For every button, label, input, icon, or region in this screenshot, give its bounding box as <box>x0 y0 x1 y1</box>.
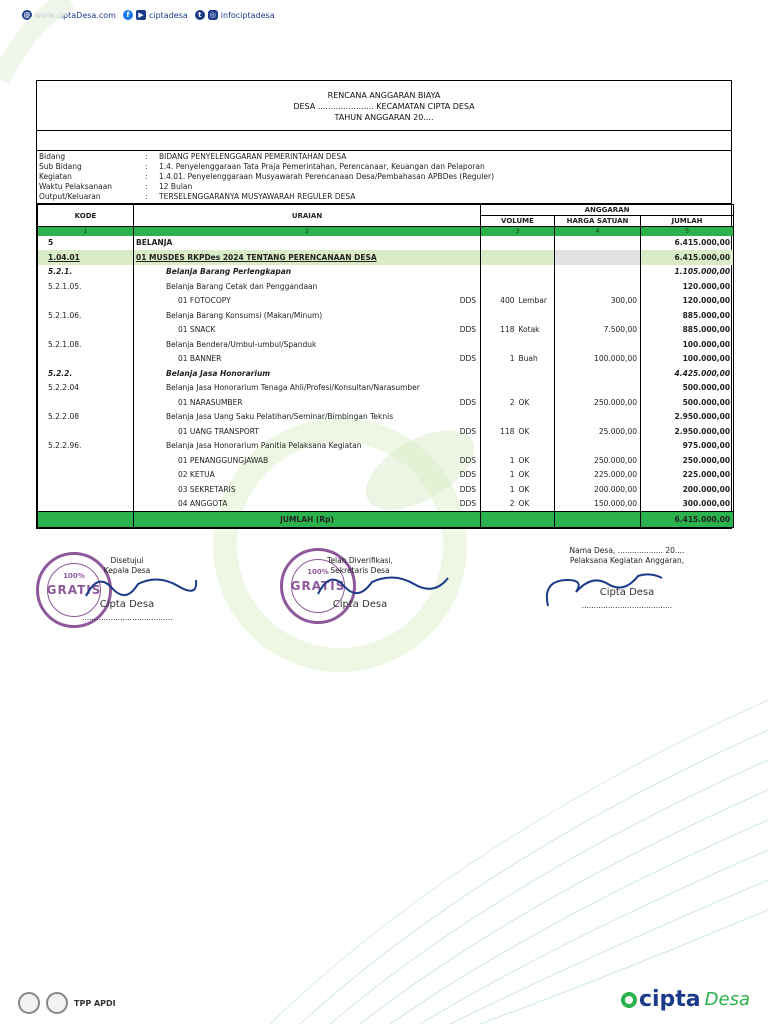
table-row <box>38 294 734 309</box>
cell-kode: 5.2.2. <box>38 366 134 381</box>
title-line-2: DESA ...................... KECAMATAN CIPTA DESA <box>293 102 475 111</box>
cell-satuan <box>517 279 555 294</box>
cell-kode <box>38 395 134 410</box>
col-number: 2 <box>134 227 481 236</box>
col-number: 4 <box>555 227 641 236</box>
info-row <box>39 182 729 192</box>
cell-satuan: OK <box>517 482 555 497</box>
cell-uraian: 01 SNACK <box>134 323 448 338</box>
cell-volume: 400 <box>481 294 517 309</box>
cell-sumber-dana <box>448 439 481 454</box>
table-row <box>38 395 734 410</box>
cell-kode <box>38 468 134 483</box>
instagram-handle[interactable]: infociptadesa <box>220 10 275 20</box>
cell-sumber-dana: DDS <box>448 395 481 410</box>
cell-jumlah: 250.000,00 <box>641 453 734 468</box>
cell-jumlah: 120.000,00 <box>641 294 734 309</box>
cell-uraian: Belanja Jasa Honorarium Tenaga Ahli/Profesi/Konsultan/Narasumber <box>134 381 448 396</box>
total-empty <box>555 511 641 527</box>
tpp-apdi-logo: TPP APDI <box>74 998 116 1008</box>
government-seal-icon <box>46 992 68 1014</box>
cell-satuan: OK <box>517 395 555 410</box>
cell-jumlah: 225.000,00 <box>641 468 734 483</box>
cell-kode <box>38 497 134 512</box>
cell-kode <box>38 482 134 497</box>
cell-jumlah: 100.000,00 <box>641 337 734 352</box>
cell-satuan: OK <box>517 453 555 468</box>
cell-harga-satuan: 250.000,00 <box>555 453 641 468</box>
cell-uraian: Belanja Jasa Uang Saku Pelatihan/Seminar/Bimbingan Teknis <box>134 410 448 425</box>
cell-volume <box>481 265 517 280</box>
cell-harga-satuan <box>555 236 641 251</box>
cell-kode: 5.2.2.08 <box>38 410 134 425</box>
cell-harga-satuan <box>555 337 641 352</box>
cell-sumber-dana <box>448 236 481 251</box>
col-number: 5 <box>641 227 734 236</box>
cell-sumber-dana <box>448 366 481 381</box>
info-key: Waktu Pelaksanaan <box>39 182 113 191</box>
info-value: TERSELENGGARANYA MUSYAWARAH REGULER DESA <box>159 192 356 201</box>
cell-volume: 1 <box>481 352 517 367</box>
cell-volume: 2 <box>481 395 517 410</box>
info-value: 1.4.01. Penyelenggaraan Musyawarah Perencanaan Desa/Pembahasan APBDes (Reguler) <box>159 172 495 181</box>
col-number: 3 <box>481 227 555 236</box>
cell-harga-satuan: 300,00 <box>555 294 641 309</box>
cell-jumlah: 2.950.000,00 <box>641 424 734 439</box>
cell-uraian: Belanja Bendera/Umbul-umbul/Spanduk <box>134 337 448 352</box>
page-footer <box>0 964 768 1024</box>
cell-uraian: Belanja Barang Konsumsi (Makan/Minum) <box>134 308 448 323</box>
cell-harga-satuan: 7.500,00 <box>555 323 641 338</box>
cell-satuan: OK <box>517 468 555 483</box>
spacer-row <box>37 131 731 151</box>
info-value: 1.4. Penyelenggaraan Tata Praja Pemerintahan, Perencanaar, Keuangan dan Pelaporan <box>159 162 485 171</box>
cell-harga-satuan <box>555 366 641 381</box>
cell-uraian: 02 KETUA <box>134 468 448 483</box>
sig-right-role: Pelaksana Kegiatan Anggaran, <box>569 556 685 565</box>
cell-kode: 5.2.2.04 <box>38 381 134 396</box>
cell-uraian: 01 BANNER <box>134 352 448 367</box>
cell-sumber-dana <box>448 337 481 352</box>
cell-jumlah: 6.415.000,00 <box>641 250 734 265</box>
cell-satuan: Kotak <box>517 323 555 338</box>
table-row <box>38 323 734 338</box>
info-colon: : <box>145 192 148 201</box>
sig-right-date: Nama Desa, ................... 20.... <box>569 546 685 555</box>
table-row <box>38 265 734 280</box>
cell-kode: 1.04.01 <box>38 250 134 265</box>
instagram-icon[interactable]: ◎ <box>209 11 216 19</box>
cell-sumber-dana: DDS <box>448 497 481 512</box>
cell-satuan <box>517 366 555 381</box>
info-key: Sub Bidang <box>39 162 82 171</box>
document-title <box>37 81 731 131</box>
info-row <box>39 152 729 162</box>
cell-sumber-dana <box>448 308 481 323</box>
table-row <box>38 410 734 425</box>
total-empty <box>481 511 555 527</box>
cell-sumber-dana <box>448 250 481 265</box>
activity-info <box>37 151 731 204</box>
cell-harga-satuan <box>555 250 641 265</box>
signature-scribble <box>78 570 198 604</box>
cell-harga-satuan: 150.000,00 <box>555 497 641 512</box>
sig-left-role-2: Kepala Desa <box>103 566 151 575</box>
info-row <box>39 172 729 182</box>
sig-mid-role-2: Sekretaris Desa <box>330 566 390 575</box>
cell-volume <box>481 308 517 323</box>
cell-harga-satuan <box>555 439 641 454</box>
cell-jumlah: 885.000,00 <box>641 323 734 338</box>
cell-uraian: 04 ANGGOTA <box>134 497 448 512</box>
cell-harga-satuan <box>555 279 641 294</box>
info-value: 12 Bulan <box>159 182 193 191</box>
table-row <box>38 308 734 323</box>
cell-volume: 2 <box>481 497 517 512</box>
signature-scribble <box>538 566 668 610</box>
cell-volume: 1 <box>481 468 517 483</box>
sig-left-dots: ...................................... <box>82 613 173 622</box>
sig-right-name: Cipta Desa <box>599 587 655 598</box>
cell-volume <box>481 279 517 294</box>
cell-harga-satuan: 225.000,00 <box>555 468 641 483</box>
table-row <box>38 250 734 265</box>
cell-kode: 5.2.1. <box>38 265 134 280</box>
cell-uraian: BELANJA <box>134 236 448 251</box>
youtube-handle[interactable]: ciptadesa <box>148 10 188 20</box>
cell-satuan: OK <box>517 497 555 512</box>
cell-volume <box>481 236 517 251</box>
cell-satuan: Buah <box>517 352 555 367</box>
cell-volume: 118 <box>481 424 517 439</box>
signature-scribble <box>310 568 450 602</box>
sig-left-name: Cipta Desa <box>99 599 155 610</box>
cell-uraian: 01 PENANGGUNGJAWAB <box>134 453 448 468</box>
cell-kode: 5.2.1.08. <box>38 337 134 352</box>
info-colon: : <box>145 172 148 181</box>
stamp-text: GRATIS <box>46 583 102 597</box>
table-row <box>38 381 734 396</box>
info-key: Output/Keluaran <box>39 192 101 201</box>
cell-sumber-dana: DDS <box>448 294 481 309</box>
cell-jumlah: 300.000,00 <box>641 497 734 512</box>
cell-uraian: Belanja Jasa Honorarium Panitia Pelaksana Kegiatan <box>134 439 448 454</box>
stamp-percent: 100% <box>63 572 85 580</box>
cell-jumlah: 975.000,00 <box>641 439 734 454</box>
sig-mid-name: Cipta Desa <box>332 599 388 610</box>
info-colon: : <box>145 182 148 191</box>
table-row <box>38 279 734 294</box>
cell-jumlah: 120.000,00 <box>641 279 734 294</box>
cell-sumber-dana: DDS <box>448 482 481 497</box>
total-empty <box>38 511 134 527</box>
cell-sumber-dana <box>448 410 481 425</box>
total-value: 6.415.000,00 <box>641 511 734 527</box>
cell-uraian: Belanja Jasa Honorarium <box>134 366 448 381</box>
kemendes-logo-icon <box>18 992 40 1014</box>
cell-satuan: Lembar <box>517 294 555 309</box>
partner-logos <box>18 992 116 1014</box>
cell-satuan <box>517 236 555 251</box>
table-row <box>38 497 734 512</box>
brand-sub: Desa <box>704 989 750 1010</box>
cell-harga-satuan <box>555 410 641 425</box>
cell-sumber-dana <box>448 381 481 396</box>
sig-left-role-1: Disetujui <box>110 556 144 565</box>
cell-uraian: 03 SEKRETARIS <box>134 482 448 497</box>
cell-jumlah: 4.425.000,00 <box>641 366 734 381</box>
cell-satuan <box>517 308 555 323</box>
cell-volume: 118 <box>481 323 517 338</box>
cell-harga-satuan <box>555 308 641 323</box>
cell-volume: 1 <box>481 453 517 468</box>
cell-uraian: 01 NARASUMBER <box>134 395 448 410</box>
signature-kepala-desa <box>82 556 172 623</box>
cell-sumber-dana: DDS <box>448 453 481 468</box>
cell-jumlah: 2.950.000,00 <box>641 410 734 425</box>
facebook-icon[interactable]: f <box>123 10 133 20</box>
stamp-text: GRATIS <box>290 579 346 593</box>
header-uraian: URAIAN <box>134 205 481 227</box>
sig-mid-role-1: Telah Diverifikasi, <box>327 556 393 565</box>
cell-kode: 5.2.1.06. <box>38 308 134 323</box>
info-value: BIDANG PENYELENGGARAN PEMERINTAHAN DESA <box>159 152 347 161</box>
cell-harga-satuan <box>555 381 641 396</box>
brand-mark-icon <box>621 992 637 1008</box>
cell-volume <box>481 337 517 352</box>
cell-kode <box>38 352 134 367</box>
cell-satuan <box>517 337 555 352</box>
signature-sekretaris <box>310 556 410 610</box>
twitter-icon[interactable]: t <box>195 10 205 20</box>
cell-harga-satuan <box>555 265 641 280</box>
cell-sumber-dana: DDS <box>448 352 481 367</box>
info-colon: : <box>145 152 148 161</box>
col-number: 1 <box>38 227 134 236</box>
cell-volume <box>481 381 517 396</box>
total-label: JUMLAH (Rp) <box>134 511 481 527</box>
youtube-icon[interactable]: ▶ <box>136 10 146 20</box>
table-row <box>38 453 734 468</box>
info-row <box>39 162 729 172</box>
table-row <box>38 236 734 251</box>
cell-satuan <box>517 439 555 454</box>
table-row <box>38 366 734 381</box>
info-key: Kegiatan <box>39 172 72 181</box>
cell-jumlah: 200.000,00 <box>641 482 734 497</box>
header-harga: HARGA SATUAN <box>555 216 641 227</box>
title-line-1: RENCANA ANGGARAN BIAYA <box>327 91 441 100</box>
cell-kode: 5.2.1.05. <box>38 279 134 294</box>
table-row <box>38 439 734 454</box>
cell-volume <box>481 439 517 454</box>
cell-satuan <box>517 265 555 280</box>
cell-jumlah: 885.000,00 <box>641 308 734 323</box>
table-row <box>38 337 734 352</box>
cell-volume: 1 <box>481 482 517 497</box>
cell-jumlah: 6.415.000,00 <box>641 236 734 251</box>
cell-uraian: 01 UANG TRANSPORT <box>134 424 448 439</box>
cell-kode <box>38 453 134 468</box>
cell-kode: 5 <box>38 236 134 251</box>
cell-sumber-dana: DDS <box>448 323 481 338</box>
cell-jumlah: 1.105.000,00 <box>641 265 734 280</box>
budget-table <box>37 204 734 528</box>
signature-pelaksana <box>552 546 702 611</box>
cell-kode <box>38 294 134 309</box>
header-anggaran: ANGGARAN <box>481 205 734 216</box>
cell-harga-satuan: 250.000,00 <box>555 395 641 410</box>
cell-jumlah: 500.000,00 <box>641 395 734 410</box>
info-row <box>39 192 729 202</box>
info-colon: : <box>145 162 148 171</box>
info-key: Bidang <box>39 152 66 161</box>
cell-volume <box>481 366 517 381</box>
cell-uraian: 01 FOTOCOPY <box>134 294 448 309</box>
cell-volume <box>481 250 517 265</box>
globe-icon: @ <box>23 11 31 19</box>
cell-uraian: 01 MUSDES RKPDes 2024 TENTANG PERENCANAAN DESA <box>134 250 448 265</box>
rab-document <box>36 80 732 529</box>
stamp-percent: 100% <box>307 568 329 576</box>
table-row <box>38 424 734 439</box>
cell-satuan: OK <box>517 424 555 439</box>
cell-satuan <box>517 381 555 396</box>
cell-satuan <box>517 250 555 265</box>
cell-kode <box>38 424 134 439</box>
table-row <box>38 468 734 483</box>
cell-kode: 5.2.2.96. <box>38 439 134 454</box>
cell-sumber-dana <box>448 265 481 280</box>
brand-name: cipta <box>638 987 701 1012</box>
total-row <box>38 511 734 527</box>
cell-jumlah: 100.000,00 <box>641 352 734 367</box>
website-link[interactable]: www.ciptaDesa.com <box>35 10 116 20</box>
table-row <box>38 482 734 497</box>
cell-jumlah: 500.000,00 <box>641 381 734 396</box>
title-line-3: TAHUN ANGGARAN 20.... <box>334 113 434 122</box>
cell-sumber-dana <box>448 279 481 294</box>
cell-sumber-dana: DDS <box>448 424 481 439</box>
cell-harga-satuan: 25.000,00 <box>555 424 641 439</box>
cell-uraian: Belanja Barang Perlengkapan <box>134 265 448 280</box>
ciptadesa-logo <box>621 987 750 1012</box>
cell-volume <box>481 410 517 425</box>
header-jumlah: JUMLAH <box>641 216 734 227</box>
cell-harga-satuan: 200.000,00 <box>555 482 641 497</box>
cell-sumber-dana: DDS <box>448 468 481 483</box>
table-row <box>38 352 734 367</box>
cell-harga-satuan: 100.000,00 <box>555 352 641 367</box>
cell-satuan <box>517 410 555 425</box>
cell-uraian: Belanja Barang Cetak dan Penggandaan <box>134 279 448 294</box>
header-kode: KODE <box>38 205 134 227</box>
sig-right-dots: ...................................... <box>581 601 673 610</box>
cell-kode <box>38 323 134 338</box>
header-volume: VOLUME <box>481 216 555 227</box>
